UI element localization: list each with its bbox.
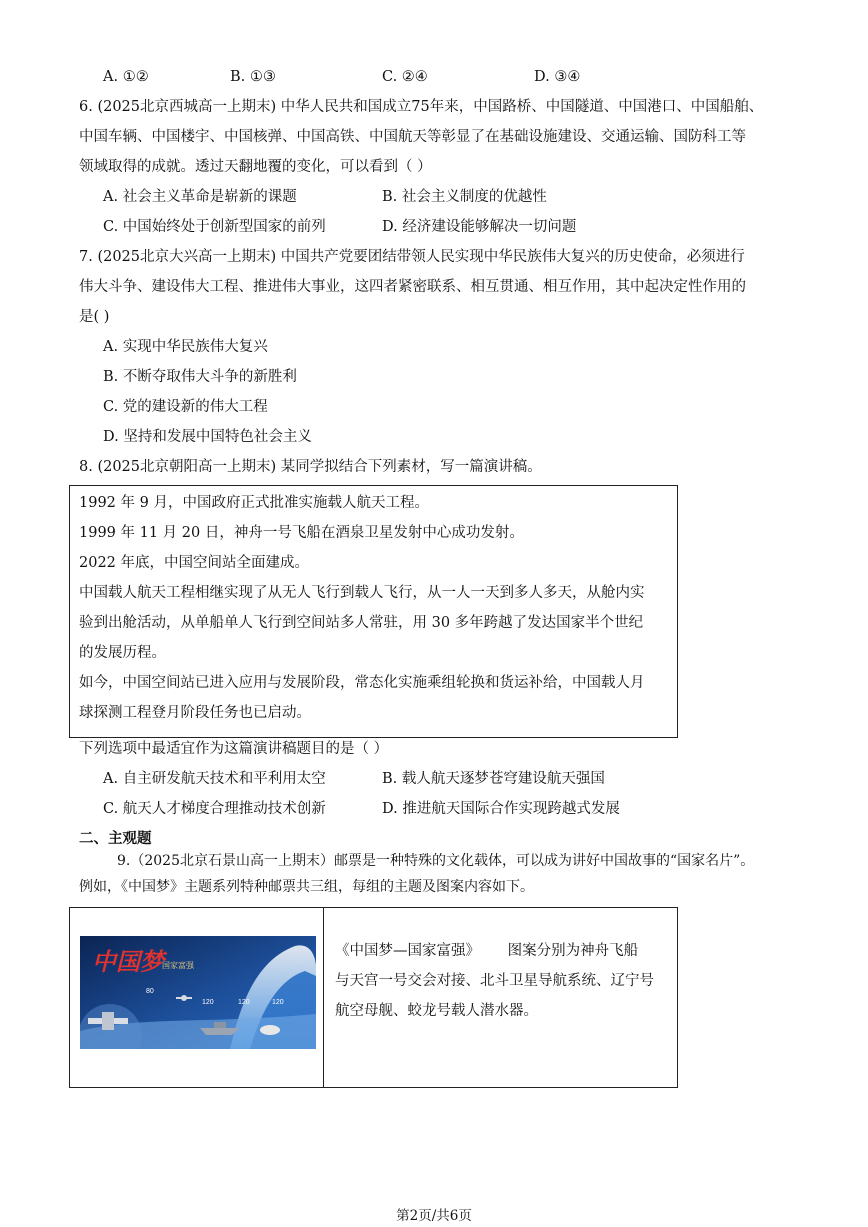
q8-options-row-2 [0, 798, 868, 820]
q8-option-b: B. 载人航天逐梦苍穹建设航天强国 [382, 771, 605, 787]
q6-line-3: 领域取得的成就。透过天翻地覆的变化，可以看到（ ） [79, 159, 432, 175]
q5-option-d: D. ③④ [534, 69, 581, 85]
q7-option-c: C. 党的建设新的伟大工程 [103, 399, 268, 415]
stamp-desc-line-3: 航空母舰、蛟龙号载人潜水器。 [335, 1003, 538, 1019]
q5-options [0, 66, 868, 88]
page-footer: 第2页/共6页 [396, 1208, 472, 1224]
stamp-image [80, 936, 316, 1049]
q8-box-line-6: 的发展历程。 [79, 645, 166, 661]
q8-box-line-2: 1999 年 11 月 20 日，神舟一号飞船在酒泉卫星发射中心成功发射。 [79, 525, 524, 541]
q8-option-a: A. 自主研发航天技术和平利用太空 [103, 771, 326, 787]
q6-option-a: A. 社会主义革命是崭新的课题 [103, 189, 297, 205]
q8-options-row-1 [0, 768, 868, 790]
q6-option-d: D. 经济建设能够解决一切问题 [382, 219, 577, 235]
q7-line-3: 是( ) [79, 309, 110, 325]
q5-option-c: C. ②④ [382, 69, 428, 85]
stamp-value-1: 80 [146, 988, 154, 995]
q8-box-line-7: 如今，中国空间站已进入应用与发展阶段，常态化实施乘组轮换和货运补给，中国载人月 [79, 675, 645, 691]
q9-line-1: 9.（2025北京石景山高一上期末）邮票是一种特殊的文化载体，可以成为讲好中国故事的“国家名片”。 [117, 853, 755, 869]
q5-option-b: B. ①③ [230, 69, 276, 85]
q7-option-b: B. 不断夺取伟大斗争的新胜利 [103, 369, 297, 385]
stamp-table-divider [323, 908, 324, 1087]
q8-option-d: D. 推进航天国际合作实现跨越式发展 [382, 801, 620, 817]
q8-box-line-8: 球探测工程登月阶段任务也已启动。 [79, 705, 311, 721]
q5-option-a: A. ①② [103, 69, 149, 85]
q8-box-line-1: 1992 年 9 月，中国政府正式批准实施载人航天工程。 [79, 495, 429, 511]
q8-question: 下列选项中最适宜作为这篇演讲稿题目的是（ ） [79, 741, 389, 757]
stamp-desc-line-2: 与天宫一号交会对接、北斗卫星导航系统、辽宁号 [335, 973, 654, 989]
q6-line-1: 6. (2025北京西城高一上期末) 中华人民共和国成立75年来，中国路桥、中国隧道、中国港口、中国船舶、 [79, 99, 764, 115]
q6-options-row-2 [0, 216, 868, 238]
q6-line-2: 中国车辆、中国楼宇、中国核弹、中国高铁、中国航天等彰显了在基础设施建设、交通运输、国防科工等 [79, 129, 746, 145]
stamp-value-4: 120 [272, 999, 284, 1006]
q8-option-c: C. 航天人才梯度合理推动技术创新 [103, 801, 326, 817]
q8-box-line-4: 中国载人航天工程相继实现了从无人飞行到载人飞行，从一人一天到多人多天，从舱内实 [79, 585, 645, 601]
stamp-value-3: 120 [238, 999, 250, 1006]
stamp-value-2: 120 [202, 999, 214, 1006]
q7-option-a: A. 实现中华民族伟大复兴 [103, 339, 268, 355]
q8-box-line-5: 验到出舱活动，从单船单人飞行到空间站多人常驻，用 30 多年跨越了发达国家半个世纪 [79, 615, 644, 631]
q7-line-1: 7. (2025北京大兴高一上期末) 中国共产党要团结带领人民实现中华民族伟大复兴的历史使命，必须进行 [79, 249, 745, 265]
q6-option-c: C. 中国始终处于创新型国家的前列 [103, 219, 326, 235]
q6-option-b: B. 社会主义制度的优越性 [382, 189, 547, 205]
stamp-table [69, 907, 678, 1088]
q6-options-row-1 [0, 186, 868, 208]
q7-option-d: D. 坚持和发展中国特色社会主义 [103, 429, 312, 445]
q7-line-2: 伟大斗争、建设伟大工程、推进伟大事业，这四者紧密联系、相互贯通、相互作用，其中起决定性作用的 [79, 279, 746, 295]
q9-line-2: 例如，《中国梦》主题系列特种邮票共三组，每组的主题及图案内容如下。 [79, 879, 534, 895]
q8-intro: 8. (2025北京朝阳高一上期末) 某同学拟结合下列素材，写一篇演讲稿。 [79, 459, 542, 475]
stamp-desc-line-1: 《中国梦—国家富强》 图案分别为神舟飞船 [335, 943, 639, 959]
q8-box-line-3: 2022 年底，中国空间站全面建成。 [79, 555, 310, 571]
stamp-banner-subtitle: 国家富强 [162, 961, 194, 970]
section-heading: 二、主观题 [79, 830, 152, 847]
stamp-banner-title: 中国梦 [92, 950, 164, 976]
